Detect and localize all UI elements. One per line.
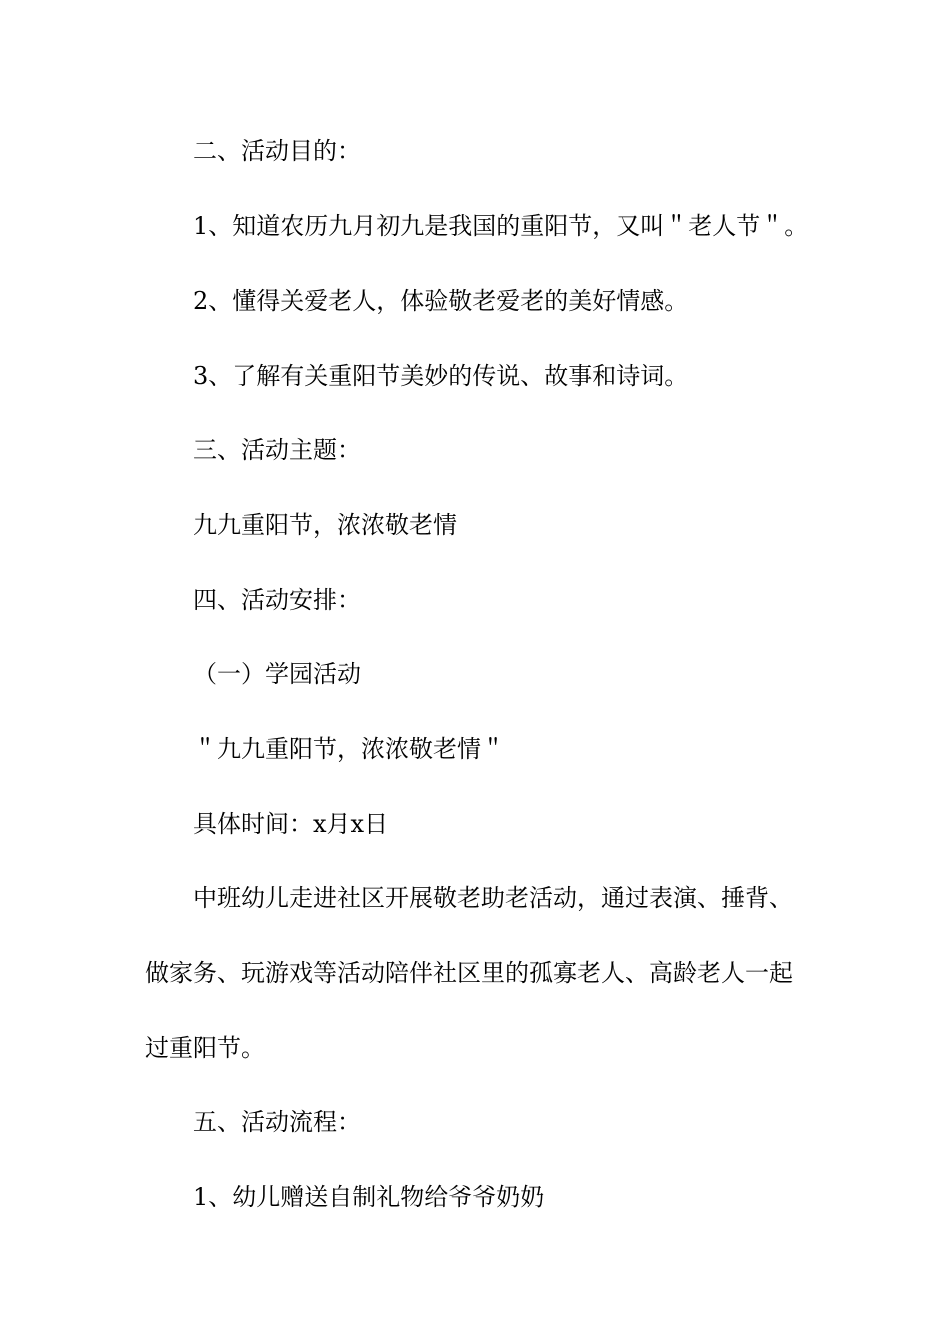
theme-text: 九九重阳节，浓浓敬老情 — [193, 511, 457, 539]
purpose-item-1: 1、知道农历九月初九是我国的重阳节，又叫＂老人节＂。 — [193, 212, 809, 240]
heading-activity-theme: 三、活动主题： — [193, 436, 361, 464]
purpose-item-2: 2、懂得关爱老人，体验敬老爱老的美好情感。 — [193, 287, 689, 315]
activity-description-line-3: 过重阳节。 — [145, 1034, 265, 1062]
purpose-item-3: 3、了解有关重阳节美妙的传说、故事和诗词。 — [193, 362, 689, 390]
activity-description-line-1: 中班幼儿走进社区开展敬老助老活动，通过表演、捶背、 — [193, 884, 793, 912]
heading-activity-purpose: 二、活动目的： — [193, 137, 361, 165]
subheading-campus-activity: （一）学园活动 — [193, 660, 361, 688]
activity-time: 具体时间：x月x日 — [193, 810, 389, 838]
process-item-1: 1、幼儿赠送自制礼物给爷爷奶奶 — [193, 1183, 545, 1211]
campus-activity-title: ＂九九重阳节，浓浓敬老情＂ — [193, 735, 505, 763]
activity-description-line-2: 做家务、玩游戏等活动陪伴社区里的孤寡老人、高龄老人一起 — [145, 959, 793, 987]
heading-activity-arrangement: 四、活动安排： — [193, 586, 361, 614]
heading-activity-process: 五、活动流程： — [193, 1108, 361, 1136]
